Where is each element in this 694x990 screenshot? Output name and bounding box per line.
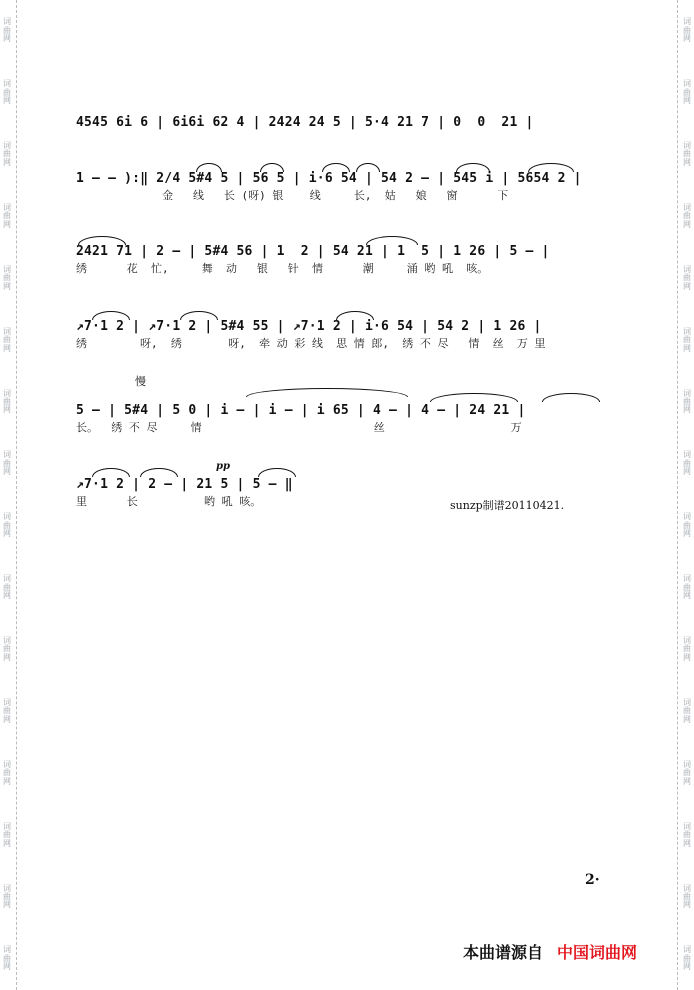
lyrics: 里 长 哟 吼 咳。 [76, 495, 262, 508]
slur-arc [140, 468, 178, 477]
watermark-mark [3, 390, 11, 415]
page-number: 2· [585, 872, 600, 888]
watermark-glyph: 曲 [3, 582, 11, 592]
watermark-glyph: 网 [3, 281, 11, 291]
slur-arc [366, 236, 418, 245]
slur-arc [92, 311, 130, 320]
watermark-mark [3, 885, 11, 910]
watermark-glyph: 网 [683, 96, 691, 105]
watermark-glyph: 网 [683, 467, 691, 477]
watermark-glyph: 网 [3, 838, 11, 848]
watermark-glyph: 词 [683, 17, 691, 27]
score-line-3 [76, 243, 636, 277]
tie-arc [246, 388, 408, 397]
watermark-mark [683, 637, 691, 662]
watermark-mark [3, 80, 11, 105]
watermark-glyph: 词 [683, 202, 691, 212]
notation: 4545 6i 6 | 6i6i 62 4 | 2424 24 5 | 5·4 21 7 | 0 0 21 | [76, 115, 534, 130]
score-line-5 [76, 402, 636, 436]
watermark-glyph: 词 [683, 79, 691, 89]
watermark-glyph: 网 [3, 467, 11, 477]
watermark-mark [683, 451, 691, 476]
watermark-mark [683, 142, 691, 167]
watermark-mark [683, 80, 691, 105]
watermark-glyph: 曲 [683, 644, 691, 654]
right-margin-rule [677, 0, 678, 990]
watermark-mark [3, 204, 11, 229]
notation: ↗7·1 2 | 2 – | 21 5 | 5 – ‖ [76, 477, 293, 492]
watermark-glyph: 词 [683, 388, 691, 398]
watermark-mark [3, 142, 11, 167]
slur-arc [260, 163, 284, 172]
watermark-glyph: 网 [683, 962, 691, 972]
watermark-mark [3, 761, 11, 786]
watermark-glyph: 网 [683, 219, 691, 229]
watermark-mark [683, 699, 691, 724]
watermark-glyph: 词 [683, 697, 691, 707]
slur-arc [258, 468, 296, 477]
watermark-mark [3, 946, 11, 971]
watermark-mark [3, 266, 11, 291]
watermark-glyph: 词 [3, 821, 11, 831]
lyrics: 金 线 长 (呀) 银 线 长, 姑 娘 窗 下 [76, 189, 509, 202]
watermark-glyph: 词 [3, 450, 11, 460]
notation: 2421 71 | 2 – | 5#4 56 | 1 2 | 54 21 | 1 5 | 1 26 | 5 – | [76, 244, 550, 259]
watermark-glyph: 曲 [3, 891, 11, 901]
watermark-mark [683, 390, 691, 415]
watermark-glyph: 曲 [683, 582, 691, 592]
watermark-glyph: 曲 [3, 520, 11, 530]
watermark-glyph: 网 [683, 652, 691, 662]
watermark-glyph: 网 [3, 714, 11, 724]
watermark-glyph: 词 [3, 326, 11, 336]
watermark-glyph: 曲 [3, 953, 11, 963]
watermark-glyph: 曲 [683, 706, 691, 716]
slur-arc [322, 163, 350, 172]
watermark-glyph: 曲 [683, 273, 691, 283]
slur-arc [542, 393, 600, 402]
watermark-glyph: 网 [683, 281, 691, 291]
watermark-glyph: 曲 [683, 768, 691, 778]
slur-arc [336, 311, 374, 320]
watermark-glyph: 词 [683, 141, 691, 151]
watermark-glyph: 曲 [3, 149, 11, 159]
watermark-glyph: 词 [683, 883, 691, 893]
lyrics: 绣 花 忙, 舞 动 银 针 情 潮 涌 哟 吼 咳。 [76, 262, 489, 275]
notation: ↗7·1 2 | ↗7·1 2 | 5#4 55 | ↗7·1 2 | i·6 54 | 54 2 | 1 26 | [76, 319, 542, 334]
watermark-glyph: 曲 [3, 87, 11, 97]
score-line-1 [76, 114, 636, 132]
lyrics: 绣 呀, 绣 呀, 牵 动 彩 线 思 情 郎, 绣 不 尽 情 丝 万 里 [76, 337, 546, 350]
watermark-mark [683, 18, 691, 43]
watermark-glyph: 网 [3, 34, 11, 44]
watermark-mark [683, 328, 691, 353]
watermark-mark [683, 204, 691, 229]
watermark-glyph: 曲 [3, 396, 11, 406]
slur-arc [196, 163, 222, 172]
watermark-glyph: 词 [3, 141, 11, 151]
watermark-mark [3, 513, 11, 538]
transcriber-credit: sunzp制谱20110421. [450, 499, 565, 512]
watermark-glyph: 网 [3, 776, 11, 786]
watermark-glyph: 词 [3, 697, 11, 707]
watermark-glyph: 网 [3, 900, 11, 910]
watermark-glyph: 网 [683, 838, 691, 848]
watermark-glyph: 曲 [683, 335, 691, 345]
left-margin-rule [16, 0, 17, 990]
watermark-mark [3, 451, 11, 476]
watermark-glyph: 曲 [683, 830, 691, 840]
watermark-glyph: 网 [683, 405, 691, 415]
dynamic-marking: pp [216, 461, 230, 472]
watermark-glyph: 曲 [3, 25, 11, 35]
watermark-glyph: 词 [683, 264, 691, 274]
watermark-glyph: 词 [3, 759, 11, 769]
watermark-glyph: 网 [683, 776, 691, 786]
watermark-glyph: 网 [683, 591, 691, 600]
watermark-glyph: 词 [3, 388, 11, 398]
watermark-glyph: 曲 [683, 891, 691, 901]
source-site-link[interactable]: 中国词曲网 [557, 943, 638, 962]
notation: 5 – | 5#4 | 5 0 | i – | i – | i 65 | 4 – | 4 – | 24 21 | [76, 403, 526, 418]
watermark-glyph: 网 [683, 714, 691, 724]
watermark-mark [3, 575, 11, 600]
watermark-glyph: 曲 [3, 458, 11, 468]
notation: 1 – – ):‖ 2/4 5#4 5 | 56 5 | i·6 54 | 54 2 – | 545 i | 5654 2 | [76, 171, 582, 186]
slur-arc [180, 311, 218, 320]
watermark-glyph: 网 [683, 34, 691, 44]
watermark-glyph: 词 [683, 512, 691, 522]
watermark-glyph: 词 [683, 636, 691, 646]
watermark-mark [3, 18, 11, 43]
watermark-mark [683, 266, 691, 291]
watermark-glyph: 曲 [3, 273, 11, 283]
watermark-glyph: 曲 [683, 396, 691, 406]
watermark-mark [3, 823, 11, 848]
score-line-2 [76, 170, 636, 204]
watermark-glyph: 曲 [683, 211, 691, 221]
watermark-glyph: 网 [3, 96, 11, 105]
score-line-4 [76, 318, 636, 352]
watermark-glyph: 词 [683, 326, 691, 336]
watermark-glyph: 曲 [683, 149, 691, 159]
watermark-glyph: 网 [3, 529, 11, 539]
watermark-mark [683, 946, 691, 971]
watermark-glyph: 曲 [3, 644, 11, 654]
watermark-glyph: 词 [3, 574, 11, 584]
watermark-mark [683, 575, 691, 600]
watermark-mark [3, 699, 11, 724]
watermark-mark [683, 823, 691, 848]
watermark-mark [3, 637, 11, 662]
watermark-glyph: 词 [683, 945, 691, 955]
watermark-glyph: 词 [3, 636, 11, 646]
watermark-glyph: 词 [3, 17, 11, 27]
watermark-glyph: 网 [683, 343, 691, 353]
watermark-glyph: 网 [3, 652, 11, 662]
watermark-mark [683, 513, 691, 538]
watermark-mark [3, 328, 11, 353]
slur-arc [78, 236, 126, 245]
watermark-glyph: 网 [683, 900, 691, 910]
watermark-glyph: 网 [3, 219, 11, 229]
watermark-glyph: 词 [3, 202, 11, 212]
watermark-glyph: 网 [683, 529, 691, 539]
watermark-glyph: 词 [3, 883, 11, 893]
tie-arc [430, 393, 518, 402]
watermark-glyph: 网 [3, 962, 11, 972]
watermark-glyph: 词 [683, 574, 691, 584]
slur-arc [92, 468, 130, 477]
watermark-glyph: 曲 [3, 768, 11, 778]
watermark-glyph: 词 [3, 79, 11, 89]
watermark-glyph: 网 [3, 591, 11, 600]
watermark-glyph: 曲 [3, 211, 11, 221]
watermark-glyph: 网 [3, 405, 11, 415]
watermark-glyph: 曲 [683, 953, 691, 963]
watermark-glyph: 网 [3, 343, 11, 353]
lyrics: 长。 绣 不 尽 情 丝 万 [76, 421, 522, 434]
source-attribution [463, 940, 637, 963]
slur-arc [456, 163, 490, 172]
slur-arc [528, 163, 574, 172]
watermark-glyph: 曲 [683, 25, 691, 35]
watermark-glyph: 曲 [683, 87, 691, 97]
slur-arc [356, 163, 380, 172]
watermark-glyph: 词 [683, 759, 691, 769]
watermark-glyph: 网 [683, 157, 691, 167]
left-watermark-strip [1, 0, 13, 990]
watermark-glyph: 曲 [3, 830, 11, 840]
watermark-glyph: 曲 [683, 520, 691, 530]
watermark-glyph: 曲 [683, 458, 691, 468]
watermark-mark [683, 885, 691, 910]
source-label: 本曲谱源自 [463, 943, 544, 962]
right-watermark-strip [681, 0, 693, 990]
watermark-glyph: 词 [3, 264, 11, 274]
watermark-mark [683, 761, 691, 786]
watermark-glyph: 词 [683, 450, 691, 460]
watermark-glyph: 曲 [3, 335, 11, 345]
watermark-glyph: 词 [3, 945, 11, 955]
watermark-glyph: 曲 [3, 706, 11, 716]
watermark-glyph: 网 [3, 157, 11, 167]
watermark-glyph: 词 [3, 512, 11, 522]
tempo-marking: 慢 [135, 375, 146, 388]
watermark-glyph: 词 [683, 821, 691, 831]
